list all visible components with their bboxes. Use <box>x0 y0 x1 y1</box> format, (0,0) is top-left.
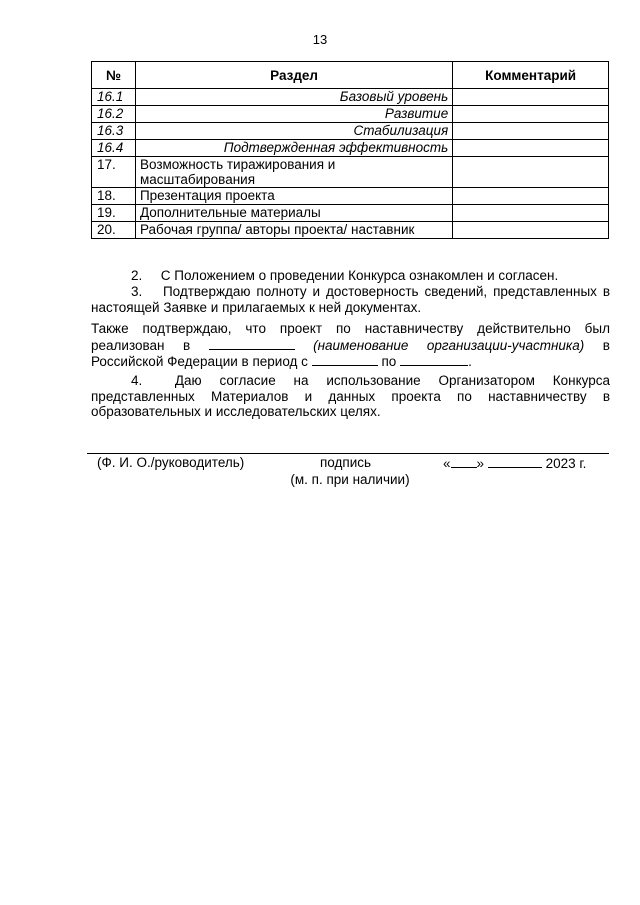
row-num: 16.1 <box>92 89 136 106</box>
confirmation-text-po: по <box>381 354 397 369</box>
table-row <box>92 188 609 205</box>
row-num: 20. <box>92 222 136 239</box>
day-blank[interactable] <box>451 455 477 468</box>
table-row <box>92 106 609 123</box>
row-section: Презентация проекта <box>135 188 452 205</box>
confirmation-text-b: в Российской Федерации в период с <box>91 337 610 369</box>
row-section: Подтвержденная эффективность <box>135 140 452 157</box>
paragraph-confirmation <box>91 321 610 370</box>
paragraph-4-text: Даю согласие на использование Организатором Конкурса представленных Материалов и данных проекта по наставничеству в образовательных и исследовательских целях. <box>91 373 610 419</box>
name-label: (Ф. И. О./руководитель) <box>97 455 245 470</box>
confirmation-text-a: Также подтверждаю, что проект по наставничеству действительно был реализован в <box>91 321 610 353</box>
row-num: 18. <box>92 188 136 205</box>
date-field <box>443 455 586 471</box>
paragraph-3 <box>91 284 610 315</box>
table-row <box>92 89 609 106</box>
row-section: Возможность тиражирования и масштабирования <box>135 157 452 188</box>
row-section: Рабочая группа/ авторы проекта/ наставник <box>135 222 452 239</box>
paragraph-3-number: 3. <box>131 284 143 299</box>
confirmation-end: . <box>468 354 472 369</box>
paragraph-3-text: Подтверждаю полноту и достоверность сведений, представленных в настоящей Заявке и прилагаемых к ней документах. <box>91 284 610 315</box>
signature-line <box>87 453 609 454</box>
table-header-row <box>92 62 609 89</box>
row-comment <box>453 157 609 188</box>
row-section: Базовый уровень <box>135 89 452 106</box>
paragraph-4-number: 4. <box>131 373 143 388</box>
date-close-quote: » <box>476 456 485 471</box>
table-row <box>92 222 609 239</box>
table-row <box>92 140 609 157</box>
header-section: Раздел <box>135 62 452 89</box>
row-comment <box>453 123 609 140</box>
paragraph-2-number: 2. <box>131 268 143 283</box>
period-start-blank[interactable] <box>312 353 378 366</box>
header-comment: Комментарий <box>453 62 609 89</box>
row-num: 16.2 <box>92 106 136 123</box>
paragraph-2 <box>91 268 610 284</box>
paragraph-2-text: С Положением о проведении Конкурса ознакомлен и согласен. <box>160 268 559 283</box>
organization-blank[interactable] <box>209 337 295 350</box>
stamp-label: (м. п. при наличии) <box>290 472 410 487</box>
row-num: 17. <box>92 157 136 188</box>
signature-label: подпись <box>320 455 372 470</box>
row-comment <box>453 188 609 205</box>
row-comment <box>453 205 609 222</box>
row-num: 16.3 <box>92 123 136 140</box>
row-comment <box>453 89 609 106</box>
row-comment <box>453 140 609 157</box>
date-open-quote: « <box>443 456 451 471</box>
table-row <box>92 157 609 188</box>
sections-table <box>91 61 609 239</box>
row-comment <box>453 222 609 239</box>
row-comment <box>453 106 609 123</box>
header-num: № <box>92 62 136 89</box>
paragraph-4 <box>91 373 610 420</box>
row-section: Дополнительные материалы <box>135 205 452 222</box>
period-end-blank[interactable] <box>400 353 468 366</box>
table-row <box>92 123 609 140</box>
page-number: 13 <box>312 32 328 47</box>
row-section: Стабилизация <box>135 123 452 140</box>
row-section: Развитие <box>135 106 452 123</box>
month-blank[interactable] <box>488 455 542 468</box>
row-num: 19. <box>92 205 136 222</box>
organization-hint: (наименование организации-участника) <box>313 337 585 353</box>
year-label: 2023 г. <box>545 456 587 471</box>
table-row <box>92 205 609 222</box>
row-num: 16.4 <box>92 140 136 157</box>
